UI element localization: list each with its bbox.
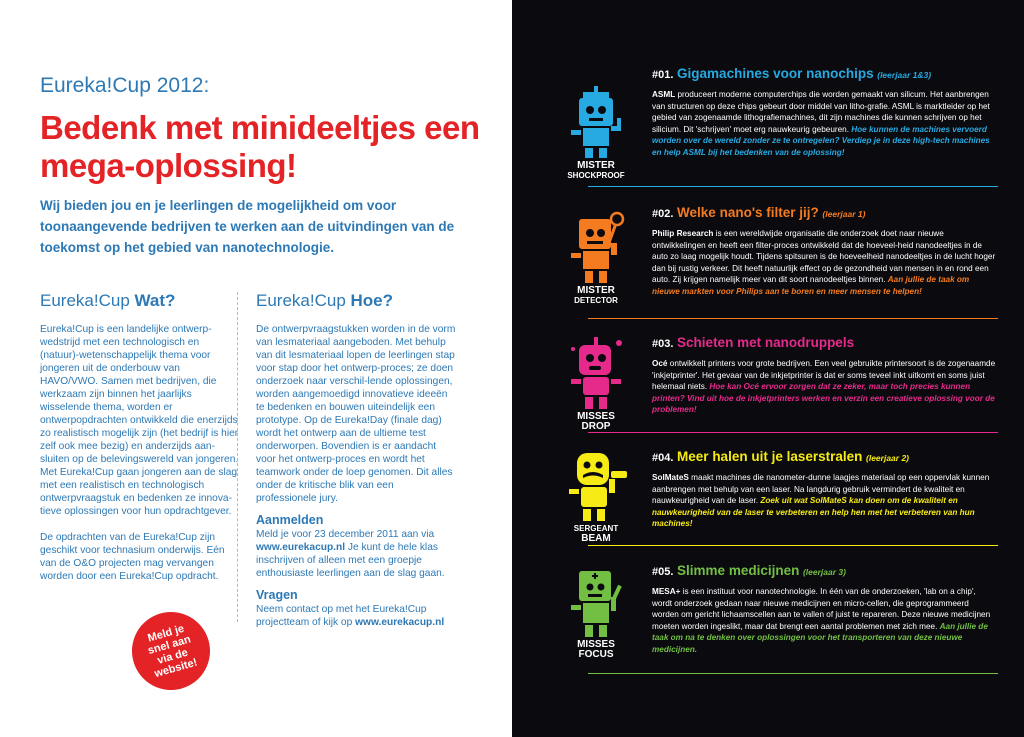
assignment-year: (leerjaar 1&3) <box>877 70 932 80</box>
description-text: ontwikkelt printers voor grote bedrijven. Een veel gebruikte printersoort is de zogenaamde 'inkjetprinter'. Het gevaar van de inkjetprinter is dat er soms teveel inkt uitkomt en soms juist helemaal niets. <box>652 359 996 392</box>
column-divider <box>237 292 238 622</box>
aanmelden-text-2: Je kunt de hele klas inschrijven of alleen met een groepje enthousiaste leerlingen aan de slag gaan. <box>256 542 445 579</box>
column-wat-paragraph-2: De opdrachten van de Eureka!Cup zijn geschikt voor technasium onderwijs. Eén van de O&O projecten mag vervangen worden door een Eureka!Cup opdracht. <box>40 532 225 582</box>
right-page <box>512 0 1024 737</box>
heading-prefix: Eureka!Cup <box>256 291 351 310</box>
robot-name-line1: MISTER <box>577 160 615 171</box>
intro-paragraph: Wij bieden jou en je leerlingen de mogelijkheid om voor toonaangevende bedrijven te werken aan de uitvindingen van de toekomst op het gebied van nanotechnologie. <box>40 198 455 255</box>
signup-badge-text: Meld je snel aan via de website! <box>146 622 199 681</box>
description-text: is een instituut voor nanotechnologie. In één van de onderzoeken, 'lab on a chip', wordt onderzoek gedaan naar nieuwe medicijnen en micro-cellen, die geprogrammeerd worden om gericht lichaamscellen aan te vallen of juist te repareren. Deze nieuwe medicijnen moeten worden ingeslikt, maar dat brengt een aantal problemen met zich mee. <box>652 587 991 631</box>
robot-name <box>556 161 636 181</box>
assignment-2-title <box>652 205 997 222</box>
divider-1 <box>588 186 998 187</box>
divider-4 <box>588 545 998 546</box>
company-name: Océ <box>652 359 668 368</box>
signup-badge[interactable] <box>123 603 219 699</box>
aanmelden-text: Meld je voor 23 december 2011 aan via <box>256 529 435 540</box>
robot-name <box>556 640 636 660</box>
aanmelden-heading: Aanmelden <box>256 513 324 527</box>
assignment-1-description <box>652 89 997 159</box>
task-text: Hoe kan Océ ervoor zorgen dat ze zeker, maar toch precies kunnen printen? Vind uit hoe de inkjetprinters werken en verzin een creatieve oplossing voor de problemen! <box>652 382 995 415</box>
robot-shockproof-icon <box>565 86 627 158</box>
assignment-title-text: Meer halen uit je laserstralen <box>677 449 863 464</box>
assignment-5-body <box>652 563 997 656</box>
assignment-title-text: Gigamachines voor nanochips <box>677 66 874 81</box>
assignment-5-title <box>652 563 997 580</box>
robot-name-line2: FOCUS <box>578 649 614 660</box>
robot-name-line1: MISSES <box>577 639 615 650</box>
assignment-title-text: Slimme medicijnen <box>677 563 800 578</box>
robot-beam-icon <box>563 449 629 521</box>
robot-mister-detector <box>556 211 636 306</box>
company-name: MESA+ <box>652 587 681 596</box>
robot-name-line1: SERGEANT <box>573 524 619 533</box>
assignment-number: #04. <box>652 452 674 464</box>
column-wat-heading <box>40 290 240 312</box>
assignment-3-title <box>652 335 997 352</box>
page-headline: Bedenk met minideeltjes een mega-oplossing! <box>40 109 480 184</box>
assignment-1-body <box>652 66 997 159</box>
assignment-year: (leerjaar 3) <box>802 567 846 577</box>
heading-keyword: Hoe? <box>350 291 393 310</box>
robot-misses-focus <box>556 565 636 660</box>
assignment-3-body <box>652 335 997 416</box>
description-text: maakt machines die nanometer-dunne laagjes materiaal op een oppervlak kunnen aanbrengen met behulp van een laser. Na langdurig gebruik vermindert de kwaliteit en nauwkeurigheid van de laser. <box>652 473 990 506</box>
website-link-2[interactable]: www.eurekacup.nl <box>355 617 445 628</box>
robot-name <box>556 286 636 306</box>
website-link[interactable]: www.eurekacup.nl <box>256 542 346 553</box>
vragen-text: Neem contact op met het Eureka!Cup projectteam of kijk op <box>256 604 427 628</box>
column-hoe-paragraph-1: De ontwerpvraagstukken worden in de vorm van lesmateriaal aangeboden. Met behulp van dit lesmateriaal lopen de leerlingen stap voor stap door het ontwerp-proces; ze doen onderzoek naar verschil-lende oplossingen, worden aangemoedigd innovatieve ideeën te bedenken en bouwen uiteindelijk een prototype. Op de Eureka!Day (finale dag) wordt het ontwerp aan de ultieme test onderworpen. Bovendien is er aandacht voor het ontwerp-proces en wordt het teamwork onder de loep genomen. Dit alles onder de kritische blik van een professionele jury. <box>256 324 456 504</box>
aanmelden-paragraph <box>256 528 456 580</box>
robot-drop-icon <box>565 337 627 409</box>
robot-name <box>556 412 636 432</box>
robot-name-line2: DETECTOR <box>574 296 618 305</box>
task-text: Hoe kunnen de machines vervoerd worden over de wereld zonder ze te ontregelen? Verdiep je in deze high-tech machines en help ASML bij het bedenken van de oplossing! <box>652 124 990 157</box>
heading-prefix: Eureka!Cup <box>40 291 135 310</box>
description-text: is een wereldwijde organisatie die onderzoek doet naar nieuwe ontwikkelingen en heeft een filter-proces ontwikkeld dat de hoeveel-heid nanodeeltjes in de auto zo laag mogelijk houdt. Tijdens spitsuren is de hoeveelheid nanodeeltjes in de lucht hoger dan bij rustig verkeer. Dit heeft natuurlijk effect op de gezondheid van mensen in en rond een auto. Zij krijgen namelijk meer van dit soort nanodeeltjes binnen. <box>652 229 996 285</box>
assignment-5-description <box>652 586 997 656</box>
assignment-number: #02. <box>652 208 674 220</box>
column-wat-paragraph-1: Eureka!Cup is een landelijke ontwerp-wedstrijd met een technologisch en (natuur)-wetenschappelijk thema voor jongeren uit de onderbouw van HAVO/VWO. Samen met bedrijven, die werkzaam zijn binnen het jaarlijks wisselende thema, worden er ontwerpopdrachten ontwikkeld die enerzijds zo realistisch mogelijk zijn (het bedrijf is hier zelf ook mee bezig) en anderzijds aan-sluiten op de belevingswereld van jongeren. Met Eureka!Cup gaan jongeren aan de slag met een realistisch en technologisch ontwerpvraagstuk en bedenken ze innova-tieve oplossingen voor hun opdrachtgever. <box>40 324 239 517</box>
robot-name-line2: SHOCKPROOF <box>567 171 625 180</box>
robot-name-line1: MISSES <box>577 411 615 422</box>
page-kicker: Eureka!Cup 2012: <box>40 74 210 97</box>
assignment-title-text: Welke nano's filter jij? <box>677 205 819 220</box>
robot-detector-icon <box>565 211 627 283</box>
assignment-year: (leerjaar 1) <box>822 209 866 219</box>
company-name: Philip Research <box>652 229 714 238</box>
column-wat <box>40 290 240 583</box>
task-text: Aan jullie de taak om na te denken over oplossingen voor het transporteren van deze nieuwe medicijnen. <box>652 621 988 654</box>
assignment-4-description <box>652 472 997 530</box>
assignment-4-body <box>652 449 997 530</box>
robot-mister-shockproof <box>556 86 636 181</box>
robot-focus-icon <box>565 565 627 637</box>
divider-3 <box>588 432 998 433</box>
robot-name-line1: MISTER <box>577 285 615 296</box>
robot-name <box>556 524 636 544</box>
assignment-year: (leerjaar 2) <box>866 453 910 463</box>
robot-misses-drop <box>556 337 636 432</box>
robot-sergeant-beam <box>556 449 636 544</box>
column-hoe-heading <box>256 290 456 312</box>
vragen-paragraph <box>256 603 456 629</box>
assignment-2-body <box>652 205 997 298</box>
company-name: ASML <box>652 90 676 99</box>
company-name: SolMateS <box>652 473 689 482</box>
assignment-3-description <box>652 358 997 416</box>
description-text: produceert moderne computerchips die worden gemaakt van silicum. Het aanbrengen van structuren op deze chips gebeurt door middel van litho-grafie. ASML is marktleider op het gebied van zogenaamde lithografiemachines, dit zijn machines die kunnen schrijven op het silicium. Dit 'schrijven' moet erg nauwkeurig gebeuren. <box>652 90 990 134</box>
vragen-heading: Vragen <box>256 588 298 602</box>
divider-5 <box>588 673 998 674</box>
robot-name-line2: BEAM <box>581 533 611 544</box>
assignment-number: #01. <box>652 69 674 81</box>
robot-name-line2: DROP <box>581 421 611 432</box>
assignment-title-text: Schieten met nanodruppels <box>677 335 855 350</box>
column-hoe <box>256 290 456 629</box>
heading-keyword: Wat? <box>134 291 176 310</box>
assignment-2-description <box>652 228 997 298</box>
task-text: Zoek uit wat SolMateS kan doen om de kwaliteit en nauwkeurigheid van de laser te verbeteren en help hen met het verbeteren van hun machines! <box>652 496 975 529</box>
assignment-number: #05. <box>652 566 674 578</box>
divider-2 <box>588 318 998 319</box>
assignment-number: #03. <box>652 338 674 350</box>
assignment-4-title <box>652 449 997 466</box>
assignment-1-title <box>652 66 997 83</box>
task-text: Aan jullie de taak om nieuwe markten voor Philips aan te boren en meer mensen te helpen! <box>652 275 970 296</box>
